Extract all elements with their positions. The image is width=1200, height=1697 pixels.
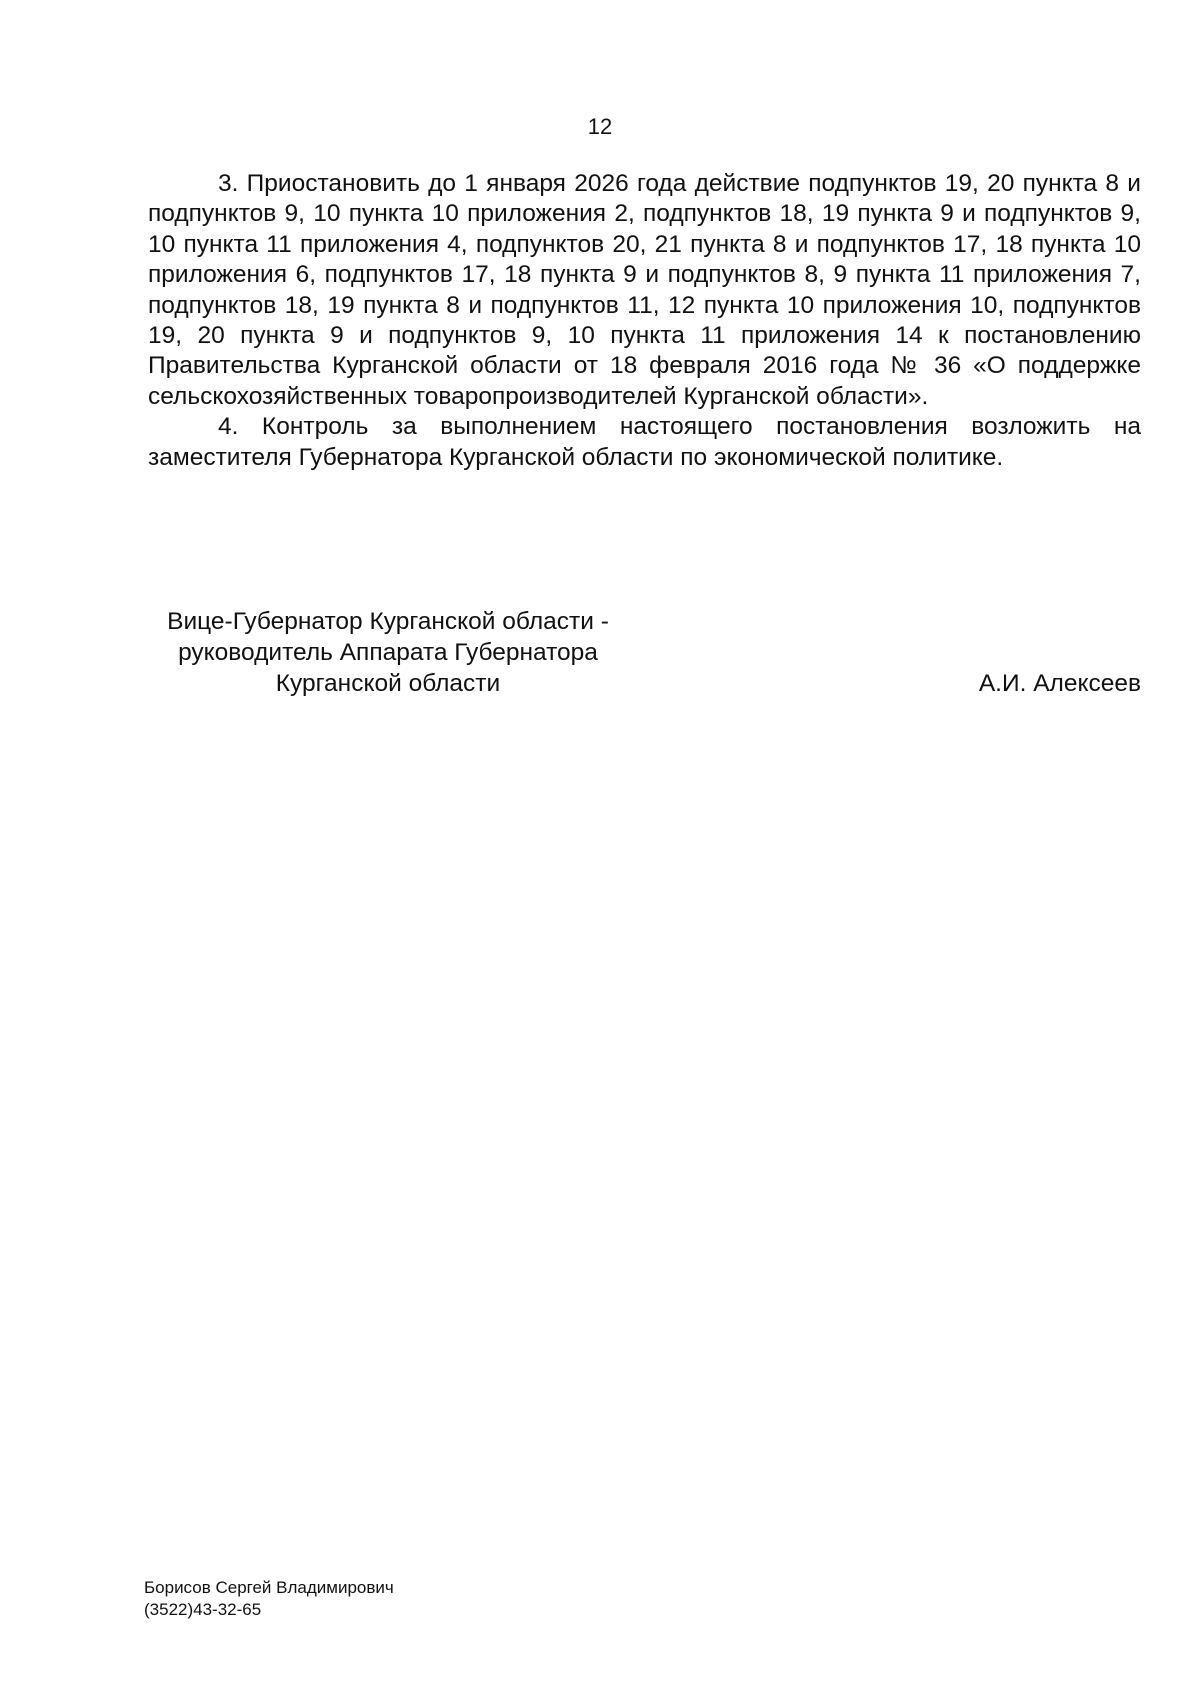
signatory-title xyxy=(148,606,628,699)
signatory-name: А.И. Алексеев xyxy=(978,670,1141,697)
document-body xyxy=(148,169,1141,473)
page-number: 12 xyxy=(587,114,613,139)
executor-name: Борисов Сергей Владимирович xyxy=(144,1578,394,1597)
paragraph-4: 4. Контроль за выполнением настоящего постановления возложить на заместителя Губернатора Курганской области по экономической политике. xyxy=(148,413,1141,471)
executor-block xyxy=(144,1577,394,1621)
signatory-title-line: Вице-Губернатор Курганской области - xyxy=(167,608,609,635)
executor-phone: (3522)43-32-65 xyxy=(144,1600,262,1619)
signatory-title-line: руководитель Аппарата Губернатора xyxy=(178,639,598,666)
paragraph-3: 3. Приостановить до 1 января 2026 года действие подпунктов 19, 20 пункта 8 и подпунктов 9, 10 пункта 10 приложения 2, подпунктов 18, 19 пункта 9 и подпунктов 9, 10 пункта 11 приложения 4, подпунктов 20, 21 пункта 8 и подпунктов 17, 18 пункта 10 приложения 6, подпунктов 17, 18 пункта 9 и подпунктов 8, 9 пункта 11 приложения 7, подпунктов 18, 19 пункта 8 и подпунктов 11, 12 пункта 10 приложения 10, подпунктов 19, 20 пункта 9 и подпунктов 9, 10 пункта 11 приложения 14 к постановлению Правительства Курганской области от 18 февраля 2016 года № 36 «О поддержке сельскохозяйственных товаропроизводителей Курганской области». xyxy=(148,170,1141,410)
signatory-title-line: Курганской области xyxy=(275,670,501,697)
